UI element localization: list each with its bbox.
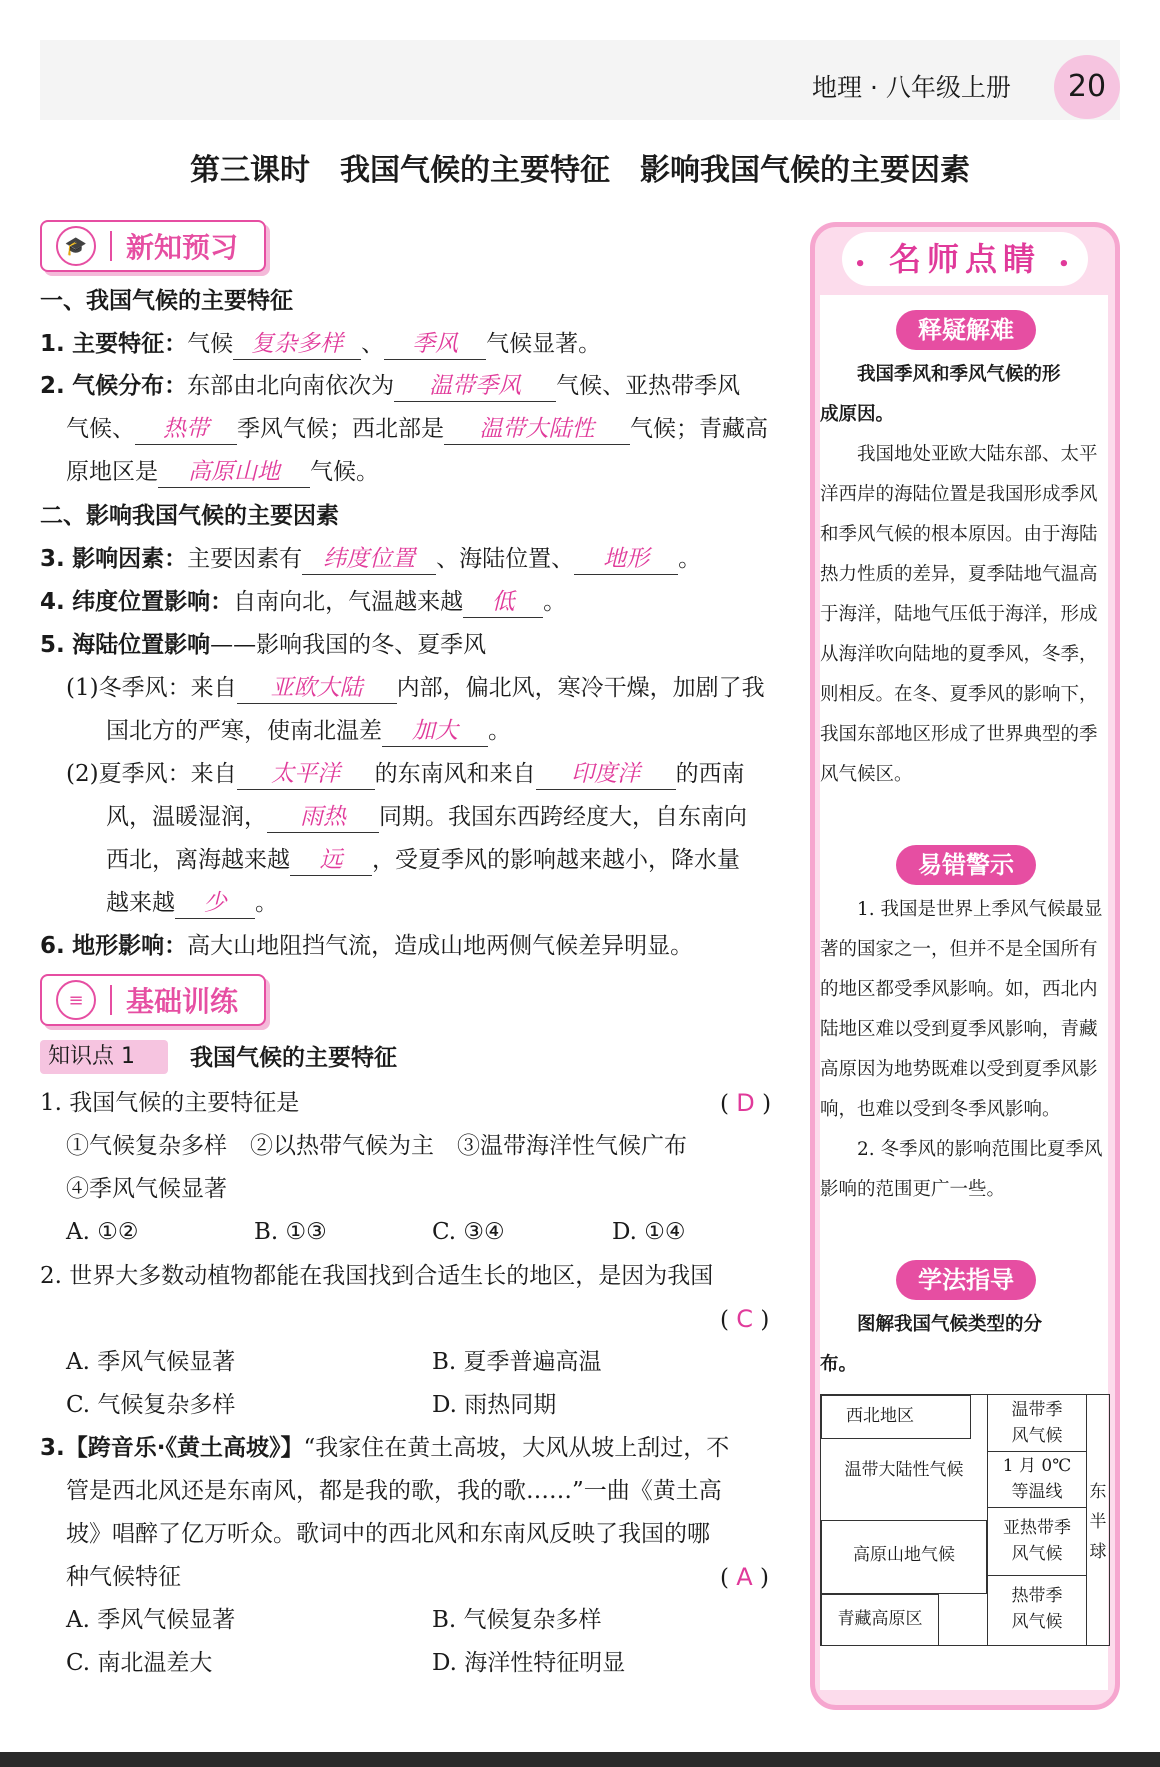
- diagram-isotherm-1: 1 月 0℃: [1002, 1456, 1072, 1476]
- diagram-qinghai-tibet: 青藏高原区: [837, 1609, 923, 1629]
- preview-item-2-line2: 气候、 热带 季风气候；西北部是 温带大陆性 气候；青藏高: [66, 413, 768, 445]
- answer-blank: 雨热: [267, 802, 379, 833]
- diagram-tropical-monsoon-2: 风气候: [1011, 1612, 1063, 1632]
- preview-item-3: 3. 影响因素：主要因素有 纬度位置 、海陆位置、 地形 。: [40, 543, 701, 575]
- preview-item-2-line3: 原地区是 高原山地 气候。: [66, 456, 379, 488]
- diagram-subtropical-monsoon-1: 亚热带季: [1003, 1518, 1071, 1538]
- tab-divider: [110, 985, 112, 1015]
- preview-item-5-1-line2: 国北方的严寒，使南北温差 加大 。: [106, 715, 511, 747]
- section-tab-label: 新知预习: [126, 231, 239, 264]
- sidebar-method-text: 图解我国气候类型的分 布。: [820, 1314, 1043, 1375]
- preview-item-1: 1. 主要特征：气候 复杂多样 、 季风 气候显著。: [40, 328, 601, 360]
- book-subject: 地理 · 八年级上册: [812, 73, 1011, 102]
- diagram-eastern-2: 半: [1089, 1512, 1107, 1532]
- diagram-tropical-monsoon-1: 热带季: [1011, 1586, 1063, 1606]
- preview-item-5-2: (2)夏季风：来自 太平洋 的东南风和来自 印度洋 的西南: [66, 758, 745, 790]
- exercise-1-stem: 1. 我国气候的主要特征是: [40, 1090, 300, 1116]
- section-tab-label: 基础训练: [126, 985, 239, 1018]
- preview-item-2: 2. 气候分布：东部由北向南依次为 温带季风 气候、亚热带季风: [40, 370, 740, 402]
- sidebar-pill-warning: 易错警示: [896, 845, 1036, 885]
- diagram-rule: [987, 1451, 1087, 1452]
- exercise-1-options-2: ④季风气候显著: [66, 1176, 227, 1202]
- answer-blank: 加大: [382, 716, 488, 747]
- preview-item-5: 5. 海陆位置影响——影响我国的冬、夏季风: [40, 632, 487, 658]
- exercise-2-choice-a: A. 季风气候显著: [66, 1349, 236, 1375]
- answer-blank: 季风: [384, 329, 486, 360]
- footer-bar: [0, 1752, 1160, 1767]
- answer-blank: 热带: [135, 414, 237, 445]
- preview-heading-1: 一、我国气候的主要特征: [40, 288, 293, 314]
- diagram-rule: [987, 1507, 1087, 1508]
- database-icon: ≡: [56, 980, 96, 1020]
- preview-item-5-2-line2: 风，温暖湿润， 雨热 同期。我国东西跨经度大，自东南向: [106, 801, 747, 833]
- answer-blank: 亚欧大陆: [237, 673, 397, 704]
- preview-heading-2: 二、影响我国气候的主要因素: [40, 503, 339, 529]
- answer-blank: 高原山地: [158, 457, 310, 488]
- exercise-3-answer: A: [736, 1563, 753, 1591]
- exercise-3-line-3: 坡》唱醉了亿万听众。歌词中的西北风和东南风反映了我国的哪: [66, 1521, 710, 1547]
- exercise-3-choice-c: C. 南北温差大: [66, 1650, 213, 1676]
- diagram-eastern-3: 球: [1089, 1542, 1107, 1562]
- answer-blank: 复杂多样: [233, 329, 361, 360]
- section-tab-preview: [40, 220, 266, 272]
- exercise-3-choice-b: B. 气候复杂多样: [432, 1607, 602, 1633]
- exercise-3-choice-a: A. 季风气候显著: [66, 1607, 236, 1633]
- exercise-2-answer: C: [736, 1305, 754, 1333]
- diagram-temperate-monsoon-1: 温带季: [1011, 1400, 1063, 1420]
- sidebar-title: • 名师点睛 •: [842, 232, 1088, 286]
- answer-blank: 少: [175, 888, 255, 919]
- page-number: 20: [1054, 55, 1120, 119]
- answer-blank: 远: [290, 845, 372, 876]
- diagram-temperate-monsoon-2: 风气候: [1011, 1426, 1063, 1446]
- knowledge-point-title: 我国气候的主要特征: [190, 1045, 397, 1071]
- answer-blank: 温带大陆性: [444, 414, 630, 445]
- preview-item-5-2-line3: 西北，离海越来越 远 ，受夏季风的影响越来越小，降水量: [106, 844, 740, 876]
- section-tab-training: [40, 974, 266, 1026]
- exercise-3-line-2: 管是西北风还是东南风，都是我的歌，我的歌……”一曲《黄土高: [66, 1478, 722, 1504]
- preview-item-5-1: (1)冬季风：来自 亚欧大陆 内部，偏北风，寒冷干燥，加剧了我: [66, 672, 765, 704]
- answer-blank: 低: [463, 587, 543, 618]
- exercise-1-options-1: ①气候复杂多样 ②以热带气候为主 ③温带海洋性气候广布: [66, 1133, 687, 1159]
- tab-divider: [110, 231, 112, 261]
- sidebar-pill-method: 学法指导: [896, 1260, 1036, 1300]
- preview-item-6: 6. 地形影响：高大山地阻挡气流，造成山地两侧气候差异明显。: [40, 933, 694, 959]
- knowledge-point-badge: 知识点 1: [40, 1040, 168, 1074]
- lesson-title: 第三课时 我国气候的主要特征 影响我国气候的主要因素: [190, 153, 970, 188]
- diagram-northwest: 西北地区: [846, 1406, 914, 1426]
- diagram-isotherm-2: 等温线: [1011, 1482, 1063, 1502]
- exercise-1-choice-a: A. ①②: [66, 1219, 139, 1245]
- answer-blank: 纬度位置: [302, 544, 436, 575]
- preview-item-4: 4. 纬度位置影响：自南向北，气温越来越 低 。: [40, 586, 566, 618]
- sidebar-pill-explain: 释疑解难: [896, 310, 1036, 350]
- exercise-1-choice-b: B. ①③: [254, 1219, 327, 1245]
- exercise-1-answer: D: [736, 1089, 755, 1117]
- exercise-1-answer-paren: ( D ): [720, 1089, 772, 1117]
- diagram-subtropical-monsoon-2: 风气候: [1011, 1544, 1063, 1564]
- sidebar-explain-text: 我国季风和季风气候的形 成原因。 我国地处亚欧大陆东部、太平洋西岸的海陆位置是我国形成季风和季风气候的根本原因。由于海陆热力性质的差异，夏季陆地气温高于海洋，陆地气压低于海洋，形成从海洋吹向陆地的夏季风，冬季，则相反。在冬、夏季风的影响下，我国东部地区形成了世界典型的季风气候区。: [820, 364, 1098, 785]
- exercise-2-choice-b: B. 夏季普遍高温: [432, 1349, 602, 1375]
- exercise-2-choice-c: C. 气候复杂多样: [66, 1392, 236, 1418]
- diagram-temperate-continental: 温带大陆性气候: [844, 1460, 964, 1480]
- climate-type-diagram: [820, 1394, 1110, 1646]
- graduation-cap-icon: 🎓: [56, 226, 96, 266]
- exercise-2-choice-d: D. 雨热同期: [432, 1392, 557, 1418]
- answer-blank: 地形: [574, 544, 678, 575]
- exercise-1-choice-c: C. ③④: [432, 1219, 505, 1245]
- exercise-1-choice-d: D. ①④: [612, 1219, 686, 1245]
- exercise-3-choice-d: D. 海洋性特征明显: [432, 1650, 626, 1676]
- exercise-2-stem: 2. 世界大多数动植物都能在我国找到合适生长的地区，是因为我国: [40, 1263, 714, 1289]
- diagram-eastern-1: 东: [1089, 1482, 1107, 1502]
- answer-blank: 印度洋: [536, 759, 676, 790]
- preview-item-5-2-line4: 越来越 少 。: [106, 887, 278, 919]
- answer-blank: 温带季风: [394, 371, 556, 402]
- exercise-3-line-1: 3.【跨音乐·《黄土高坡》】“我家住在黄土高坡，大风从坡上刮过，不: [40, 1435, 730, 1461]
- exercise-3-answer-paren: ( A ): [720, 1563, 770, 1591]
- exercise-2-answer-paren: ( C ): [720, 1305, 770, 1333]
- exercise-3-tag: 【跨音乐·《黄土高坡》】: [64, 1435, 304, 1461]
- sidebar-warning-text: 1. 我国是世界上季风气候最显著的国家之一，但并不是全国所有的地区都受季风影响。如，西北内陆地区难以受到夏季风影响，青藏高原因为地势既难以受到夏季风影响，也难以受到冬季风影响。 2. 冬季风的影响范围比夏季风影响的范围更广一些。: [820, 899, 1103, 1200]
- diagram-highland: 高原山地气候: [853, 1545, 955, 1565]
- diagram-rule: [987, 1575, 1087, 1576]
- exercise-3-line-4: 种气候特征: [66, 1564, 181, 1590]
- answer-blank: 太平洋: [237, 759, 375, 790]
